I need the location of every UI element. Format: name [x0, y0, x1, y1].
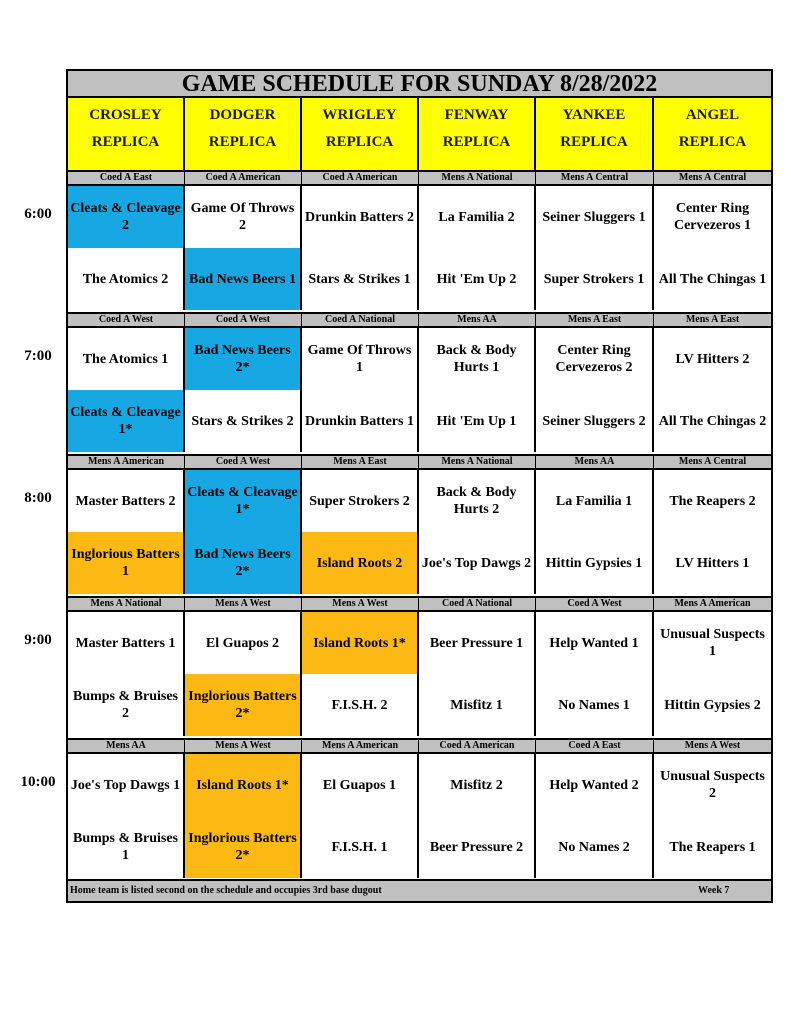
home-team-cell: Seiner Sluggers 2 [536, 390, 654, 452]
division-label: Mens A West [302, 598, 419, 610]
time-slot-label: 6:00 [24, 206, 52, 222]
division-label: Coed A National [419, 598, 536, 610]
venue-header-crosley [68, 98, 185, 170]
venue-subtitle: REPLICA [325, 134, 394, 150]
home-team-cell: Misfitz 1 [419, 674, 536, 736]
away-team-cell: The Reapers 2 [669, 493, 756, 509]
division-label: Mens A American [302, 740, 419, 752]
division-label: Coed A American [185, 172, 302, 184]
venue-header-dodger [185, 98, 302, 170]
division-label: Mens A National [68, 598, 185, 610]
home-team-cell: F.I.S.H. 1 [302, 816, 419, 878]
away-team-cell: Center Ring Cervezeros 2 [536, 328, 654, 390]
away-team-cell: Joe's Top Dawgs 1 [68, 754, 185, 816]
division-label: Coed A American [302, 172, 419, 184]
division-label: Mens A Central [536, 172, 654, 184]
time-slot-label: 8:00 [24, 490, 52, 506]
home-team-cell: Hit 'Em Up 1 [419, 390, 536, 452]
division-label: Coed A West [68, 314, 185, 326]
away-team-cell: Island Roots 1* [302, 612, 419, 674]
home-team-cell: Bad News Beers 2* [185, 532, 302, 594]
division-label: Coed A West [185, 456, 302, 468]
home-team-cell: F.I.S.H. 2 [302, 674, 419, 736]
division-label: Mens A East [302, 456, 419, 468]
home-team-cell: Joe's Top Dawgs 2 [419, 532, 536, 594]
away-team-cell: Game Of Throws 2 [185, 186, 302, 248]
schedule-footer [68, 879, 771, 901]
home-team-cell: Hit 'Em Up 2 [419, 248, 536, 310]
venue-name: YANKEE [562, 107, 626, 123]
division-label: Coed A National [302, 314, 419, 326]
division-label: Mens A West [684, 740, 741, 751]
home-team-cell: Island Roots 2 [302, 532, 419, 594]
home-team-cell: Inglorious Batters 2* [185, 816, 302, 878]
away-team-cell: Unusual Suspects 2 [660, 769, 765, 801]
home-team-cell: Hittin Gypsies 1 [536, 532, 654, 594]
away-team-cell: Master Batters 2 [68, 470, 185, 532]
home-team-cell: Cleats & Cleavage 1* [68, 390, 185, 452]
away-team-cell: Center Ring Cervezeros 1 [673, 201, 752, 233]
home-team-note: Home team is listed second on the schedule and occupies 3rd base dugout [70, 885, 382, 896]
schedule-table [66, 69, 773, 903]
home-team-cell: Inglorious Batters 1 [68, 532, 185, 594]
division-label: Mens A National [419, 172, 536, 184]
division-row [68, 596, 771, 612]
division-label: Mens A Central [678, 172, 747, 183]
venue-subtitle: REPLICA [560, 134, 628, 150]
home-team-cell: Super Strokers 1 [536, 248, 654, 310]
home-team-cell: LV Hitters 1 [675, 555, 750, 571]
division-label: Mens A Central [678, 456, 747, 467]
away-team-cell: El Guapos 2 [185, 612, 302, 674]
division-label: Coed A West [185, 314, 302, 326]
division-label: Mens A American [68, 456, 185, 468]
home-team-cell: No Names 2 [536, 816, 654, 878]
away-team-cell: Unusual Suspects 1 [660, 627, 765, 659]
schedule-title: GAME SCHEDULE FOR SUNDAY 8/28/2022 [68, 71, 771, 98]
away-team-cell: Seiner Sluggers 1 [536, 186, 654, 248]
time-slot-label: 7:00 [24, 348, 52, 364]
away-team-cell: Back & Body Hurts 2 [419, 470, 536, 532]
away-team-cell: El Guapos 1 [302, 754, 419, 816]
home-team-cell: Inglorious Batters 2* [185, 674, 302, 736]
away-team-cell: La Familia 2 [419, 186, 536, 248]
venue-subtitle: REPLICA [91, 134, 160, 150]
home-team-cell: Stars & Strikes 1 [302, 248, 419, 310]
away-team-cell: Drunkin Batters 2 [302, 186, 419, 248]
division-label: Coed A East [68, 172, 185, 184]
home-team-cell: All The Chingas 2 [658, 413, 767, 429]
home-team-cell: Beer Pressure 2 [419, 816, 536, 878]
venue-name: ANGEL [685, 107, 740, 123]
venue-header-angel [654, 98, 771, 170]
away-team-cell: Master Batters 1 [68, 612, 185, 674]
away-team-cell: Help Wanted 1 [536, 612, 654, 674]
away-team-cell: The Atomics 1 [68, 328, 185, 390]
home-team-cell: All The Chingas 1 [658, 271, 767, 287]
home-team-cell: No Names 1 [536, 674, 654, 736]
home-team-cell: The Atomics 2 [68, 248, 185, 310]
away-team-cell: Bad News Beers 2* [185, 328, 302, 390]
home-team-cell: The Reapers 1 [669, 839, 756, 855]
venue-subtitle: REPLICA [678, 134, 747, 150]
venue-header-fenway [419, 98, 536, 170]
week-label: Week 7 [698, 885, 730, 896]
away-team-cell: Cleats & Cleavage 2 [68, 186, 185, 248]
home-team-cell: Bad News Beers 1 [185, 248, 302, 310]
home-team-cell: Bumps & Bruises 1 [68, 816, 185, 878]
home-team-cell: Hittin Gypsies 2 [664, 697, 761, 713]
venue-name: FENWAY [444, 107, 509, 123]
venue-subtitle: REPLICA [442, 134, 511, 150]
division-label: Mens A American [674, 598, 751, 609]
away-team-cell: Misfitz 2 [419, 754, 536, 816]
away-team-cell: LV Hitters 2 [675, 351, 750, 367]
away-team-cell: Help Wanted 2 [536, 754, 654, 816]
division-label: Coed A American [419, 740, 536, 752]
away-team-cell: Island Roots 1* [185, 754, 302, 816]
venue-name: WRIGLEY [322, 107, 397, 123]
division-label: Mens A West [185, 740, 302, 752]
venue-header-yankee [536, 98, 654, 170]
home-team-cell: Drunkin Batters 1 [302, 390, 419, 452]
venue-name: CROSLEY [89, 107, 162, 123]
division-row [68, 170, 771, 186]
division-label: Mens A National [419, 456, 536, 468]
away-team-cell: Game Of Throws 1 [302, 328, 419, 390]
away-team-cell: La Familia 1 [536, 470, 654, 532]
division-label: Mens A East [685, 314, 740, 325]
division-label: Coed A West [536, 598, 654, 610]
division-label: Mens AA [68, 740, 185, 752]
venue-header-wrigley [302, 98, 419, 170]
home-team-cell: Bumps & Bruises 2 [68, 674, 185, 736]
away-team-cell: Back & Body Hurts 1 [419, 328, 536, 390]
division-row [68, 454, 771, 470]
division-label: Coed A East [536, 740, 654, 752]
division-row [68, 738, 771, 754]
time-slot-label: 9:00 [24, 632, 52, 648]
home-team-cell: Stars & Strikes 2 [185, 390, 302, 452]
away-team-cell: Super Strokers 2 [302, 470, 419, 532]
time-slot-label: 10:00 [20, 774, 56, 790]
division-label: Mens AA [536, 456, 654, 468]
away-team-cell: Cleats & Cleavage 1* [185, 470, 302, 532]
division-label: Mens A East [536, 314, 654, 326]
division-label: Mens A West [185, 598, 302, 610]
division-label: Mens AA [419, 314, 536, 326]
venue-name: DODGER [209, 107, 276, 123]
away-team-cell: Beer Pressure 1 [419, 612, 536, 674]
division-row [68, 312, 771, 328]
venue-subtitle: REPLICA [208, 134, 277, 150]
